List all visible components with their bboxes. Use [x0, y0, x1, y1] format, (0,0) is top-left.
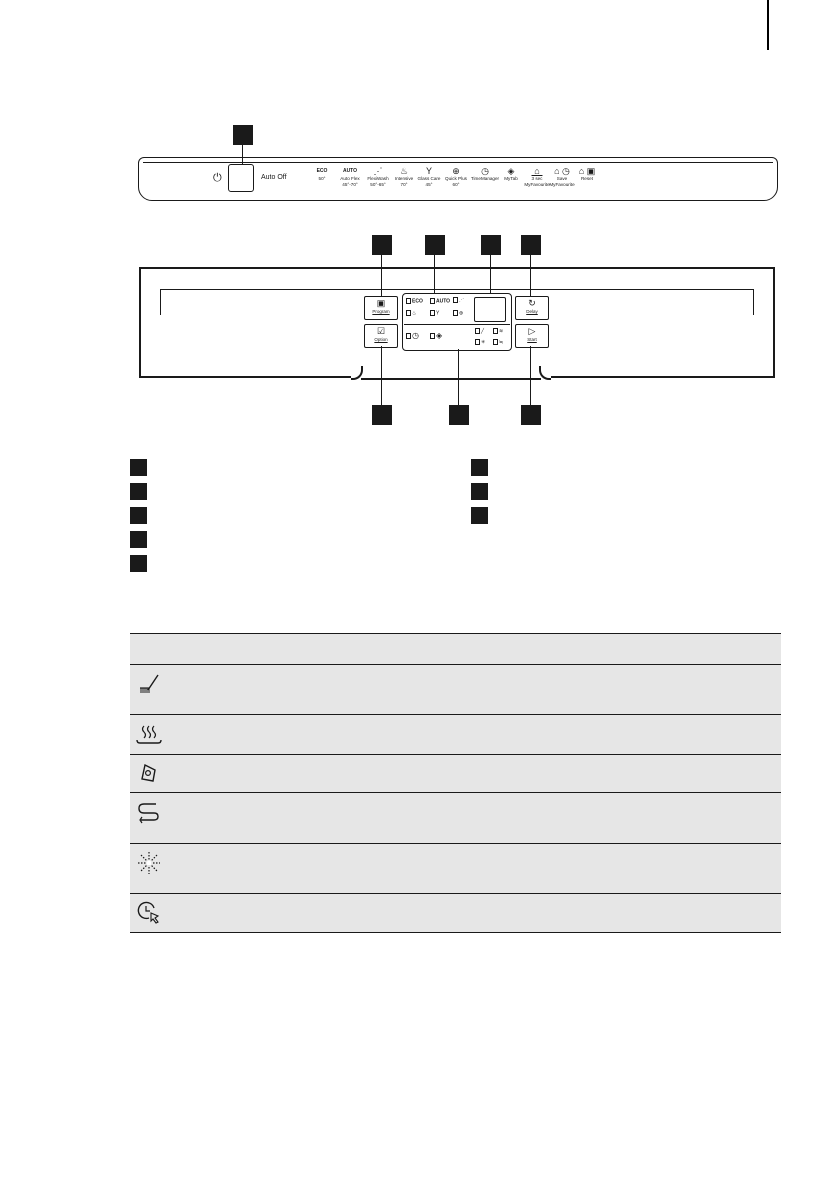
legend-item-8	[471, 507, 488, 524]
callout-1	[233, 125, 253, 145]
callout-8	[521, 405, 541, 425]
option-button[interactable]: ☑ Option	[364, 324, 398, 348]
callout-7-leader	[458, 349, 459, 406]
callout-5	[521, 235, 541, 255]
programme-auto-flex: AUTO Auto Flex 45°-70°	[340, 168, 360, 187]
table-row	[130, 844, 781, 894]
legend-item-3	[130, 507, 147, 524]
start-button[interactable]: ▷ Start	[515, 324, 549, 348]
indicator-glass-icon: Y	[430, 310, 439, 316]
indicator-flexiwash-icon: ⋰	[453, 297, 464, 303]
display	[474, 297, 506, 322]
delay-button[interactable]: ↻ Delay	[515, 296, 549, 320]
drying-icon	[134, 721, 164, 747]
legend-item-7	[471, 483, 488, 500]
brush-icon	[134, 671, 164, 697]
legend-item-4	[130, 531, 147, 548]
program-button[interactable]: ▣ Program	[364, 296, 398, 320]
legend-item-5	[130, 555, 147, 572]
programme-glass-care: Y Glass Care 45°	[417, 166, 441, 187]
flexiwash-icon: ⋰	[373, 166, 383, 176]
programme-quick-plus: ⊕ Quick Plus 60°	[443, 166, 469, 188]
table-row	[130, 755, 781, 793]
power-icon: ⏻	[213, 172, 222, 184]
save-myfavourite: ⌂ ◷ Save MyFavourite	[549, 166, 575, 187]
callout-8-leader	[530, 346, 531, 406]
time-icon	[134, 900, 164, 926]
auto-off-label: Auto Off	[261, 174, 287, 181]
legend-item-1	[130, 459, 147, 476]
indicator-timemanager-icon: ◷	[406, 331, 419, 340]
myfavourite: ⌂ 3 sec MyFavourite	[522, 166, 552, 188]
quick-plus-icon: ⊕	[452, 166, 460, 176]
table-row	[130, 665, 781, 715]
programme-flexiwash: ⋰ FlexiWash 50°-65°	[365, 166, 391, 188]
callout-7	[449, 405, 469, 425]
programme-intensive: ♨ Intensive 70°	[394, 166, 414, 187]
indicator-auto: AUTO	[430, 298, 450, 304]
indicator-eco: ECO	[406, 298, 423, 304]
page-edge-line	[767, 0, 769, 50]
indicator-mytab-icon: ◈	[430, 331, 442, 340]
indicator-sparkle-icon: ✳	[475, 339, 485, 345]
program-icon: ▣	[376, 298, 386, 308]
timemanager-icon: ◷	[481, 166, 489, 176]
legend-item-2	[130, 483, 147, 500]
legend-item-6	[471, 459, 488, 476]
reset: ⌂ ▣ Reset	[574, 166, 600, 182]
intensive-icon: ♨	[399, 166, 409, 176]
table-header	[130, 633, 781, 665]
callout-2	[372, 235, 392, 255]
start-icon: ▷	[528, 326, 536, 336]
delay-icon: ↻	[528, 298, 536, 308]
table-row	[130, 715, 781, 755]
mytab-icon: ◈	[507, 166, 515, 176]
save-icon: ⌂ ◷	[554, 166, 570, 176]
callout-6-leader	[381, 346, 382, 406]
indicator-intensive-icon: ♨	[406, 310, 416, 316]
myfavourite-icon: ⌂	[534, 166, 540, 176]
sparkle-icon	[134, 850, 164, 876]
glass-icon: Y	[425, 166, 432, 176]
indicator-drying-icon: ≋	[493, 328, 503, 334]
indicator-quick-plus-icon: ⊕	[453, 310, 463, 316]
table-row	[130, 894, 781, 933]
rinse-icon	[134, 799, 164, 825]
callout-4	[481, 235, 501, 255]
on-off-button[interactable]	[228, 164, 254, 192]
programme-eco: ECO 50°	[316, 168, 328, 181]
indicator-rinse-icon: ≒	[493, 339, 503, 345]
callout-3	[425, 235, 445, 255]
reset-icon: ⌂ ▣	[578, 166, 596, 176]
notch-bottom	[361, 378, 541, 380]
indicator-divider	[404, 324, 510, 325]
callout-6	[372, 405, 392, 425]
timemanager: ◷ TimeManager	[470, 166, 500, 181]
mytab: ◈ MyTab	[500, 166, 522, 182]
table-row	[130, 793, 781, 844]
indicator-brush-icon: ╱	[475, 328, 484, 334]
tablet-icon	[134, 761, 164, 787]
option-icon: ☑	[376, 326, 386, 336]
